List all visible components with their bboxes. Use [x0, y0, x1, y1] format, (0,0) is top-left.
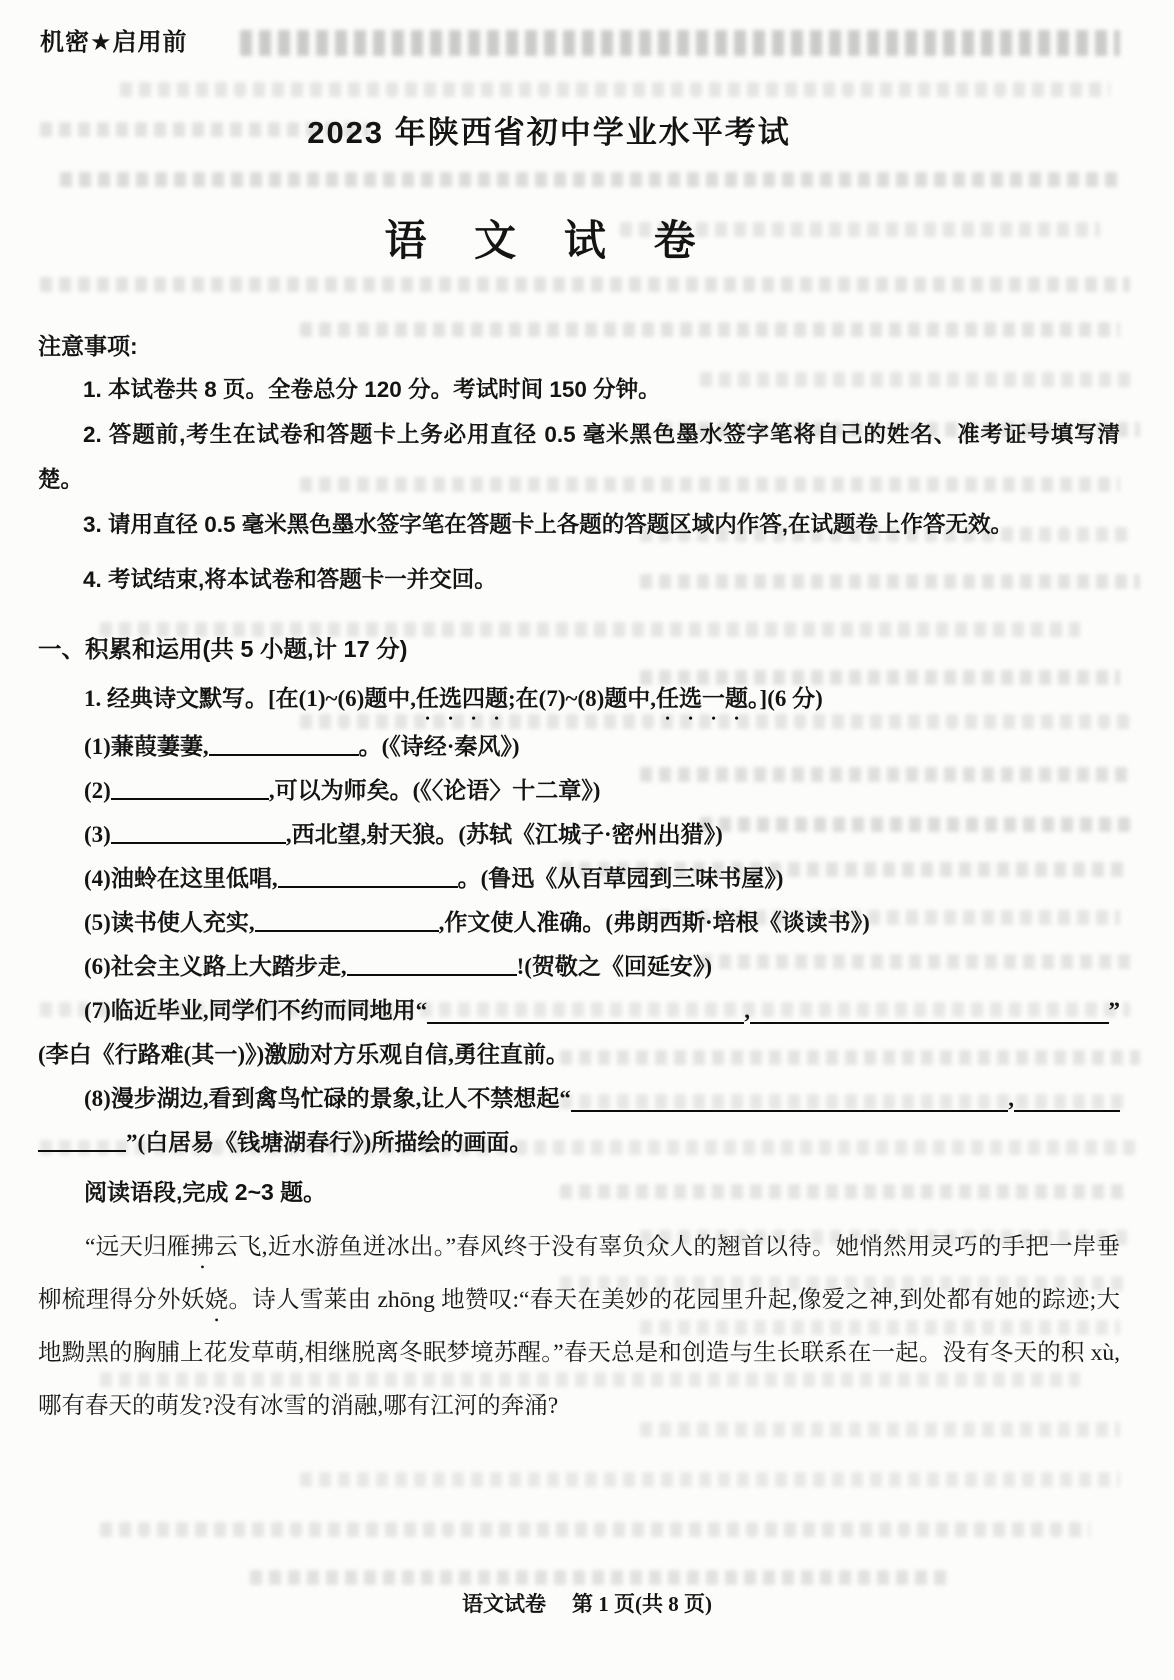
item-source: ,可以为师矣。(《〈论语〉十二章》) — [268, 778, 601, 803]
blank-item-5 — [38, 901, 1120, 945]
blank-item-7 — [38, 989, 1120, 1033]
passage-text: “远天归雁 — [85, 1234, 191, 1260]
bleed-through-artifact — [300, 1472, 1120, 1487]
blank-item-1 — [38, 725, 1120, 769]
blank-item-7-continuation: (李白《行路难(其一)》)激励对方乐观自信,勇往直前。 — [38, 1042, 569, 1067]
item-source: ”(白居易《钱塘湖春行》)所描绘的画面。 — [126, 1130, 533, 1155]
item-text: , — [1008, 1086, 1014, 1111]
stem-emphasis-choose-one: 任选一题 — [656, 686, 749, 711]
passage-emphasized-char: 拂 — [190, 1234, 215, 1260]
blank-item-2 — [38, 769, 1120, 813]
item-text: ” — [1108, 998, 1120, 1023]
fill-in-blank — [571, 1107, 1008, 1112]
blank-item-3 — [38, 813, 1120, 857]
fill-in-blank — [278, 883, 458, 888]
exam-title: 2023 年陕西省初中学业水平考试 — [307, 115, 791, 150]
bleed-through-artifact — [250, 1570, 950, 1585]
reading-passage-instruction: 阅读语段,完成 2~3 题。 — [84, 1179, 327, 1205]
blank-item-4 — [38, 857, 1120, 901]
notice-item-1: 1. 本试卷共 8 页。全卷总分 120 分。考试时间 150 分钟。 — [83, 377, 661, 402]
footer-page-number: 第 1 页(共 8 页) — [572, 1592, 712, 1616]
item-text: (7)临近毕业,同学们不约而同地用“ — [84, 998, 428, 1023]
item-source: 。(《诗经·秦风》) — [358, 734, 520, 759]
fill-in-blank — [111, 839, 286, 844]
item-text: (2) — [84, 778, 111, 803]
exam-page — [0, 22, 1174, 1433]
stem-emphasis-choose-four: 任选四题 — [416, 686, 509, 711]
blank-item-6 — [38, 945, 1120, 989]
item-source: ,西北望,射天狼。(苏轼《江城子·密州出猎》) — [285, 822, 723, 847]
item-text: , — [744, 998, 751, 1023]
fill-in-blank — [38, 1147, 126, 1152]
fill-in-blank — [255, 927, 439, 932]
item-text: (6)社会主义路上大踏步走, — [84, 954, 347, 979]
fill-in-blank — [111, 795, 269, 800]
notice-item-4: 4. 考试结束,将本试卷和答题卡一并交回。 — [83, 567, 497, 592]
passage-text: 。诗人雪莱由 zhōng 地赞叹:“春天在美妙的花园里升起,像爱之神,到处都有她的踪迹;大地黝黑的胸脯上花发草萌,相继脱离冬眠梦境苏醒。”春天总是和创造与生长联系在一起。没有冬天的积 xù,哪有春天的萌发?没有冰雪的消融,哪有江河的奔涌? — [38, 1287, 1121, 1419]
passage-text: 云飞,近水游鱼迸冰出。”春风终于没有辜负众人的翘首以待。她悄然用灵巧的手把一岸垂柳梳理得分外妖 — [38, 1234, 1121, 1313]
question-1-stem — [38, 676, 1120, 725]
notice-item-3: 3. 请用直径 0.5 毫米黑色墨水签字笔在答题卡上各题的答题区域内作答,在试题卷上作答无效。 — [83, 512, 1014, 537]
item-text: (1)蒹葭萋萋, — [84, 734, 209, 759]
item-source: ,作文使人准确。(弗朗西斯·培根《谈读书》) — [438, 910, 870, 935]
notice-heading: 注意事项: — [38, 333, 138, 359]
fill-in-blank — [750, 1019, 1108, 1024]
paper-title: 语 文 试 卷 — [384, 217, 714, 264]
item-source: 。(鲁迅《从百草园到三味书屋》) — [457, 866, 784, 891]
notice-item-2: 2. 答题前,考生在试卷和答题卡上务必用直径 0.5 毫米黑色墨水签字笔将自己的姓名、准考证号填写清楚。 — [38, 422, 1120, 492]
item-text: (4)油蛉在这里低唱, — [84, 866, 278, 891]
section-one-heading: 一、积累和运用(共 5 小题,计 17 分) — [38, 636, 408, 662]
item-text: (8)漫步湖边,看到禽鸟忙碌的景象,让人不禁想起“ — [84, 1086, 571, 1111]
reading-passage — [38, 1221, 1120, 1433]
stem-text: ;在(7)~(8)题中, — [508, 686, 657, 711]
item-source: !(贺敬之《回延安》) — [516, 954, 713, 979]
page-footer — [0, 1588, 1174, 1618]
fill-in-blank — [347, 971, 517, 976]
stem-text: 。](6 分) — [748, 686, 823, 711]
blank-item-8 — [38, 1077, 1120, 1121]
fill-in-blank — [427, 1019, 744, 1024]
footer-paper-name: 语文试卷 — [462, 1592, 546, 1616]
fill-in-blank — [209, 751, 359, 756]
blank-item-8-continuation — [38, 1121, 1120, 1165]
stem-text: 1. 经典诗文默写。[在(1)~(6)题中, — [84, 686, 417, 711]
item-text: (5)读书使人充实, — [84, 910, 255, 935]
passage-emphasized-char: 娆 — [204, 1287, 229, 1313]
item-text: (3) — [84, 822, 111, 847]
fill-in-blank — [1014, 1107, 1120, 1112]
bleed-through-artifact — [100, 1522, 1090, 1537]
confidential-label: 机密★启用前 — [40, 29, 188, 56]
